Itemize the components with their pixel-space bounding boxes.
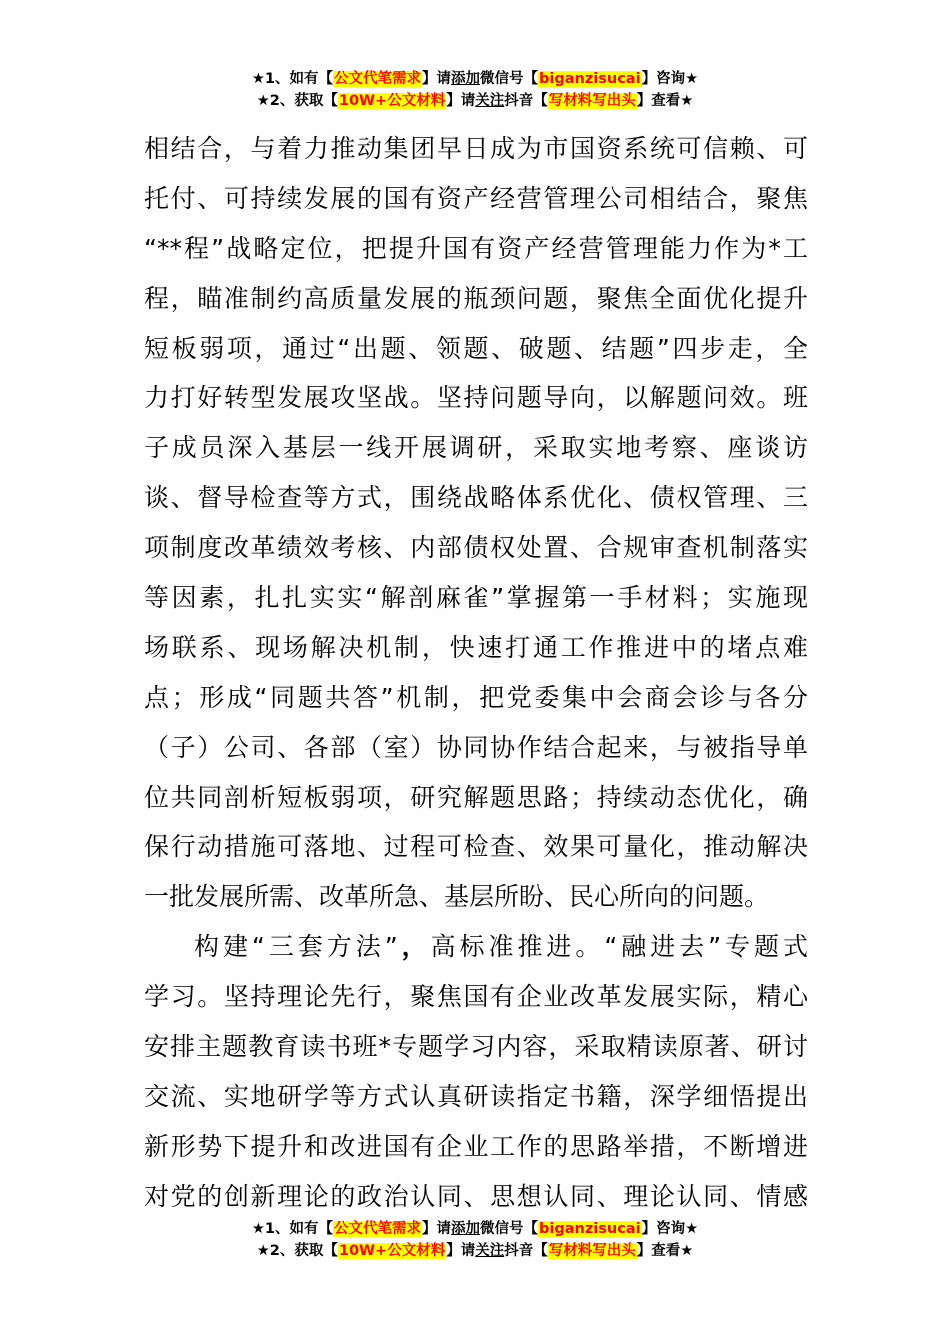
body-line: 安排主题教育读书班*专题学习内容，采取精读原著、研讨	[144, 1032, 808, 1062]
body-line: 保行动措施可落地、过程可检查、效果可量化，推动解决	[144, 832, 808, 862]
body-line: 程，瞄准制约高质量发展的瓶颈问题，聚焦全面优化提升	[144, 283, 808, 313]
body-line: 点；形成“同题共答”机制，把党委集中会商会诊与各分	[144, 682, 808, 712]
body-line: 交流、实地研学等方式认真研读指定书籍，深学细悟提出	[144, 1081, 808, 1111]
banner-line-1: ★1、如有【公文代笔需求】请添加微信号【biganzisucai】咨询★	[251, 71, 699, 87]
document-body	[144, 124, 808, 1222]
wechat-id-highlight: biganzisucai	[539, 71, 641, 87]
paragraph-heading-line: 构建“三套方法”，高标准推进。“融进去”专题式	[194, 932, 808, 962]
body-line: 子成员深入基层一线开展调研，采取实地考察、座谈访	[144, 433, 808, 463]
footer-banner	[0, 1218, 950, 1262]
header-banner	[0, 68, 950, 112]
banner-line-2: ★2、获取【10W+公文材料】请关注抖音【写材料写出头】查看★	[256, 1243, 694, 1259]
body-line: 等因素，扎扎实实“解剖麻雀”掌握第一手材料；实施现	[144, 583, 808, 613]
douyin-account-highlight: 写材料写出头	[548, 1243, 636, 1259]
banner-highlight: 公文代笔需求	[334, 71, 422, 87]
body-line: 短板弱项，通过“出题、领题、破题、结题”四步走，全	[144, 333, 808, 363]
body-line: 托付、可持续发展的国有资产经营管理公司相结合，聚焦	[144, 183, 808, 213]
body-line: “**程”战略定位，把提升国有资产经营管理能力作为*工	[144, 233, 808, 263]
body-line: 一批发展所需、改革所急、基层所盼、民心所向的问题。	[144, 882, 770, 912]
banner-highlight: 10W+公文材料	[338, 1243, 446, 1259]
body-line: 力打好转型发展攻坚战。坚持问题导向，以解题问效。班	[144, 383, 808, 413]
body-line: 场联系、现场解决机制，快速打通工作推进中的堵点难	[144, 632, 808, 662]
banner-line-2: ★2、获取【10W+公文材料】请关注抖音【写材料写出头】查看★	[256, 93, 694, 109]
body-line: 学习。坚持理论先行，聚焦国有企业改革发展实际，精心	[144, 982, 808, 1012]
wechat-id-highlight: biganzisucai	[539, 1221, 641, 1237]
banner-highlight: 公文代笔需求	[334, 1221, 422, 1237]
body-line: 对党的创新理论的政治认同、思想认同、理论认同、情感	[144, 1181, 808, 1211]
body-line: 谈、督导检查等方式，围绕战略体系优化、债权管理、三	[144, 483, 808, 513]
body-line: 项制度改革绩效考核、内部债权处置、合规审查机制落实	[144, 533, 808, 563]
body-line: （子）公司、各部（室）协同协作结合起来，与被指导单	[144, 732, 808, 762]
body-line: 新形势下提升和改进国有企业工作的思路举措，不断增进	[144, 1131, 808, 1161]
paragraph-lead: 构建“三套方法”	[194, 932, 398, 962]
body-line: 位共同剖析短板弱项，研究解题思路；持续动态优化，确	[144, 782, 808, 812]
banner-highlight: 10W+公文材料	[338, 93, 446, 109]
douyin-account-highlight: 写材料写出头	[548, 93, 636, 109]
banner-line-1: ★1、如有【公文代笔需求】请添加微信号【biganzisucai】咨询★	[251, 1221, 699, 1237]
body-line: 相结合，与着力推动集团早日成为市国资系统可信赖、可	[144, 134, 808, 163]
